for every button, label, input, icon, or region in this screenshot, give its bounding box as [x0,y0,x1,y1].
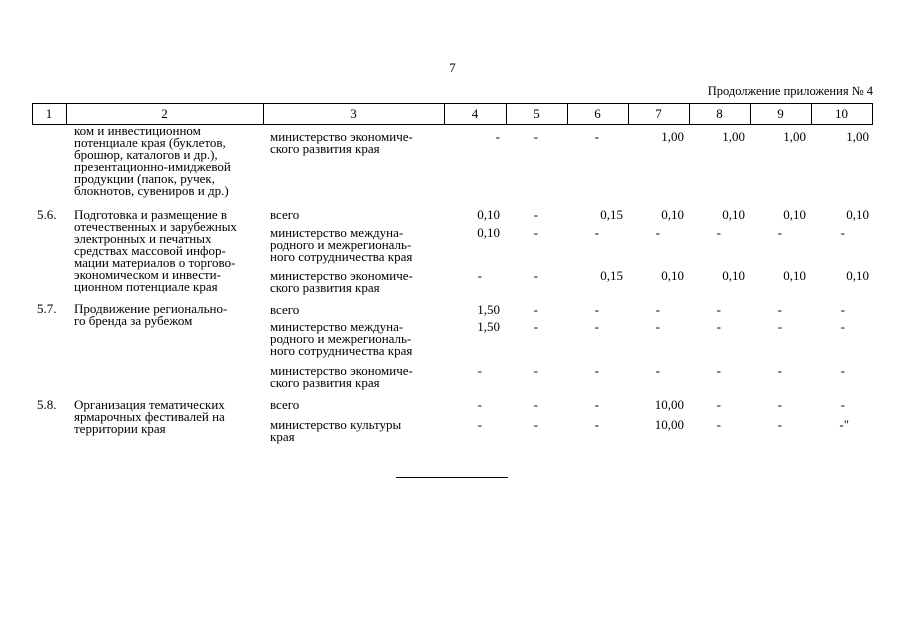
value-cell: - [533,319,538,334]
value-cell: - [477,363,482,378]
value-cell: 1,00 [722,129,745,144]
value-cell: - [840,397,845,412]
value-cell: -" [839,417,849,432]
value-cell: - [533,397,538,412]
executor-cell: всего [270,397,300,412]
activity-cell: ком и инвестиционном потенциале края (буклетов, брошюр, каталогов и др.), презентационно-имиджевой продукции (папок, ручек, блокнотов, сувениров и др.) [74,123,231,198]
value-cell: 0,10 [722,207,745,222]
value-cell: - [777,363,782,378]
value-cell: - [716,319,721,334]
value-cell: - [716,363,721,378]
value-cell: 1,50 [477,302,500,317]
item-number: 5.6. [37,207,57,222]
value-cell: 0,15 [600,268,623,283]
value-cell: - [716,417,721,432]
value-cell: - [594,417,599,432]
value-cell: - [716,225,721,240]
end-rule [396,477,508,478]
value-cell: 0,10 [661,268,684,283]
value-cell: 0,10 [783,268,806,283]
executor-cell: министерство экономиче- ского развития края [270,268,413,295]
value-cell: 10,00 [654,397,684,412]
value-cell: - [594,129,599,144]
value-cell: 0,10 [783,207,806,222]
value-cell: - [477,397,482,412]
executor-cell: всего [270,207,300,222]
value-cell: 0,15 [600,207,623,222]
continuation-label: Продолжение приложения № 4 [707,84,873,98]
value-cell: - [594,225,599,240]
header-col-2: 2 [161,106,168,121]
item-number: 5.7. [37,301,57,316]
header-col-5: 5 [533,106,540,121]
header-col-8: 8 [716,106,723,121]
value-cell: 0,10 [661,207,684,222]
value-cell: 1,00 [783,129,806,144]
activity-cell: Продвижение регионально- го бренда за рубежом [74,301,228,328]
value-cell: - [594,319,599,334]
activity-cell: Организация тематических ярмарочных фестивалей на территории края [74,397,225,436]
header-col-10: 10 [835,106,848,121]
value-cell: - [840,225,845,240]
value-cell: - [655,319,660,334]
value-cell: - [840,363,845,378]
header-col-4: 4 [471,106,479,121]
value-cell: - [777,302,782,317]
page-number: 7 [449,60,456,75]
header-col-7: 7 [655,106,662,121]
value-cell: - [840,302,845,317]
value-cell: 0,10 [846,268,869,283]
value-cell: - [777,417,782,432]
header-col-6: 6 [594,106,601,121]
value-cell: 0,10 [846,207,869,222]
value-cell: - [594,397,599,412]
executor-cell: министерство экономиче- ского развития края [270,363,413,390]
value-cell: - [533,129,538,144]
executor-cell: министерство междуна- родного и межрегиональ- ного сотрудничества края [270,225,413,264]
value-cell: - [533,302,538,317]
activity-cell: Подготовка и размещение в отечественных и зарубежных электронных и печатных средствах массовой инфор- мации материалов о торгово- экономическом и инвести- ционном потенциале края [74,207,237,294]
value-cell: - [533,363,538,378]
value-cell: 1,00 [846,129,869,144]
value-cell: - [777,225,782,240]
value-cell: - [594,302,599,317]
header-col-1: 1 [45,106,53,121]
value-cell: 0,10 [477,225,500,240]
value-cell: - [655,363,660,378]
value-cell: 0,10 [477,207,500,222]
value-cell: 0,10 [722,268,745,283]
value-cell: - [533,225,538,240]
value-cell: - [655,225,660,240]
value-cell: - [840,319,845,334]
value-cell: - [594,363,599,378]
value-cell: - [777,319,782,334]
value-cell: - [716,302,721,317]
executor-cell: министерство междуна- родного и межрегиональ- ного сотрудничества края [270,319,413,358]
value-cell: - [495,129,500,144]
value-cell: - [533,417,538,432]
header-col-9: 9 [777,106,784,121]
value-cell: - [477,417,482,432]
value-cell: - [533,268,538,283]
header-col-3: 3 [350,106,357,121]
executor-cell: всего [270,302,300,317]
value-cell: - [533,207,538,222]
executor-cell: министерство культуры края [270,417,402,444]
table-header [32,103,873,125]
executor-cell: министерство экономиче- ского развития края [270,129,413,156]
value-cell: 10,00 [654,417,684,432]
item-number: 5.8. [37,397,57,412]
value-cell: - [716,397,721,412]
value-cell: - [777,397,782,412]
value-cell: - [477,268,482,283]
value-cell: 1,00 [661,129,684,144]
value-cell: - [655,302,660,317]
value-cell: 1,50 [477,319,500,334]
